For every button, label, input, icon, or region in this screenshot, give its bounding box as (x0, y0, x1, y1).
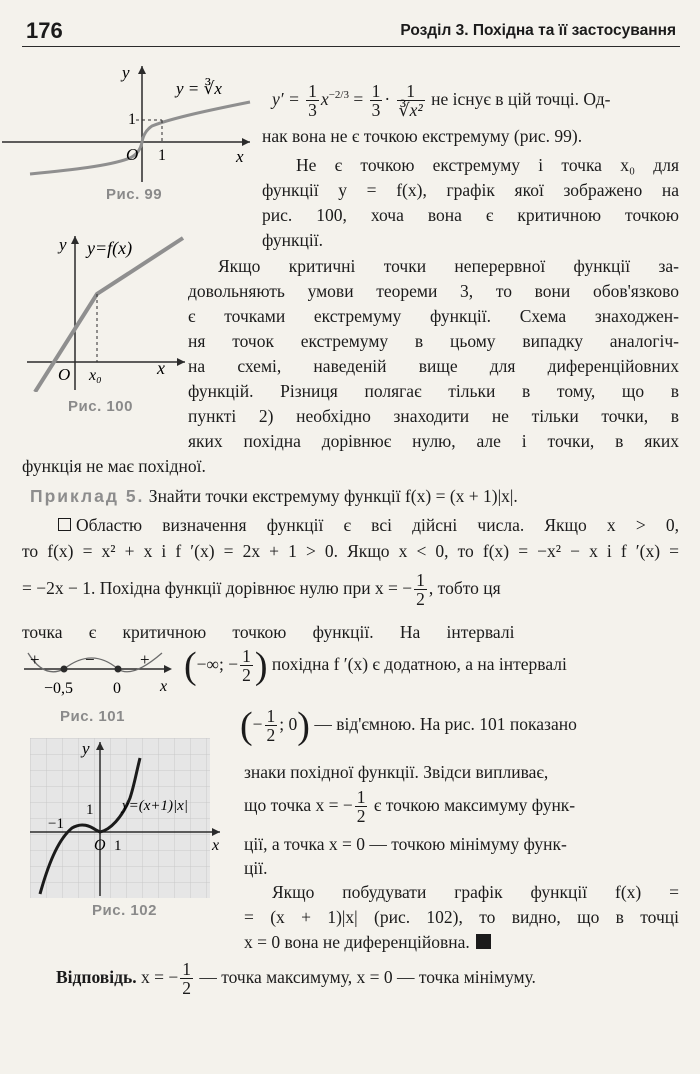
text-line-4: функції y = f(x), графік якої зображено на (262, 180, 679, 200)
formula-line: y′ = $\frac{1}{3}$ $x^{-2/3}$ = $\frac{1}{3}$ · $\frac{1}{\text{∛x²}}$ не існує в цій точці. Од- (272, 80, 611, 121)
figure-101 (22, 645, 182, 700)
example-line (30, 484, 518, 508)
solution-line-10: ції. (244, 858, 268, 878)
solution-line-12: = (x + 1)|x| (рис. 102), то видно, що в точці (244, 907, 679, 927)
para2-line-6: функцій. Різниця полягає тільки в тому, що в (188, 381, 679, 401)
text-line-5: рис. 100, хоча вона є критичною точкою (262, 205, 679, 225)
fig99-tick-x: 1 (158, 147, 166, 164)
solution-line-3: = −2x − 1. Похідна функції дорівнює нулю при x = − $\frac{1}{2}$ , тобто ця (22, 570, 501, 610)
fig101-tick-b: 0 (113, 680, 121, 697)
fig100-caption: Рис. 100 (68, 398, 133, 415)
figure-100 (25, 232, 195, 392)
page-header (22, 16, 680, 47)
fig101-tick-a: −0,5 (44, 680, 74, 697)
fig100-x0: x₀ (89, 367, 102, 384)
answer-label: Відповідь. (56, 967, 137, 987)
solution-end-square (476, 934, 491, 949)
para2-line-7: пункті 2) необхідно знаходити не тільки точки, в (188, 406, 679, 426)
page-number: 176 (26, 18, 63, 43)
fig102-tick-1: 1 (114, 838, 122, 854)
fig102-caption: Рис. 102 (92, 902, 157, 919)
figure-102 (30, 738, 230, 898)
figure-99 (0, 62, 265, 187)
fig99-y-label: y (122, 63, 130, 82)
fig101-x-label: x (160, 678, 168, 695)
fig100-func-label: y=f(x) (87, 238, 133, 258)
fig102-origin: O (94, 837, 106, 854)
solution-line-6: (− $\frac{1}{2}$ ; 0) — від'ємною. На рис. 101 показано (240, 704, 577, 747)
fig102-func-label: y=(x+1)|x| (122, 798, 188, 814)
para2-line-4: ня точок екстремуму в цьому випадку аналогіч- (188, 331, 679, 351)
answer-line: Відповідь. x = − $\frac{1}{2}$ — точка максимуму, x = 0 — точка мінімуму. (56, 959, 536, 999)
example-label: Приклад 5. (30, 486, 145, 506)
solution-line-8: що точка x = − $\frac{1}{2}$ є точкою максимуму функ- (244, 787, 576, 827)
fig102-tick-neg1: −1 (48, 816, 64, 832)
fig99-curve (30, 102, 250, 174)
fig102-y-label: y (82, 739, 90, 758)
para2-line-2: довольняють умови теореми 3, то вони обов'язково (188, 281, 679, 301)
text-line-3: Не є точкою екстремуму і точка x₀ для (296, 155, 679, 175)
solution-start-box (58, 518, 71, 531)
fig101-sign-3: + (140, 650, 150, 669)
chapter-title: Розділ 3. Похідна та її застосування (400, 22, 676, 39)
fig99-caption: Рис. 99 (106, 186, 163, 203)
para2-line-9: функція не має похідної. (22, 456, 206, 476)
para2-line-3: є точками екстремуму функції. Схема знаходжен- (188, 306, 679, 326)
fig99-x-label: x (236, 147, 244, 166)
fig101-sign-2: − (85, 650, 95, 669)
solution-line-5: (−∞; − $\frac{1}{2}$ ) похідна f ′(x) є додатною, а на інтервалі (184, 644, 567, 687)
fig101-point-0 (115, 666, 122, 673)
solution-line-2: то f(x) = x² + x і f ′(x) = 2x + 1 > 0. Якщо x < 0, то f(x) = −x² − x і f ′(x) = (22, 541, 679, 561)
solution-line-7: знаки похідної функції. Звідси випливає, (244, 762, 549, 782)
solution-line-13: x = 0 вона не диференційовна. (244, 930, 491, 954)
text-line-6: функції. (262, 230, 323, 250)
fig99-tick-y: 1 (128, 111, 136, 128)
para2-line-1: Якщо критичні точки неперервної функції за- (218, 256, 679, 276)
example-statement: Знайти точки екстремуму функції f(x) = (x + 1)|x|. (148, 486, 518, 506)
fig100-origin: O (58, 365, 71, 384)
fig101-caption: Рис. 101 (60, 708, 125, 725)
solution-line-4: точка є критичною точкою функції. На інтервалі (22, 622, 515, 642)
fig101-sign-1: + (30, 650, 40, 669)
fig102-x-label: x (212, 837, 220, 854)
fig100-x-label: x (157, 358, 165, 378)
fig101-point-neg05 (61, 666, 68, 673)
fig99-origin: O (126, 145, 139, 164)
fig102-tick-y: 1 (86, 802, 94, 818)
para2-line-5: на схемі, наведеній вище для диференційовних (188, 356, 679, 376)
text-line-2: нак вона не є точкою екстремуму (рис. 99). (262, 126, 583, 146)
solution-line-1: Областю визначення функції є всі дійсні числа. Якщо x > 0, (58, 513, 679, 537)
para2-line-8: яких похідна дорівнює нулю, але і точки, в яких (188, 431, 679, 451)
solution-line-11: Якщо побудувати графік функції f(x) = (272, 882, 679, 902)
fig100-y-label: y (59, 235, 67, 254)
fig99-func-label: y = ∛x (176, 79, 222, 98)
solution-line-9: ції, а точка x = 0 — точкою мінімуму функ- (244, 834, 567, 854)
